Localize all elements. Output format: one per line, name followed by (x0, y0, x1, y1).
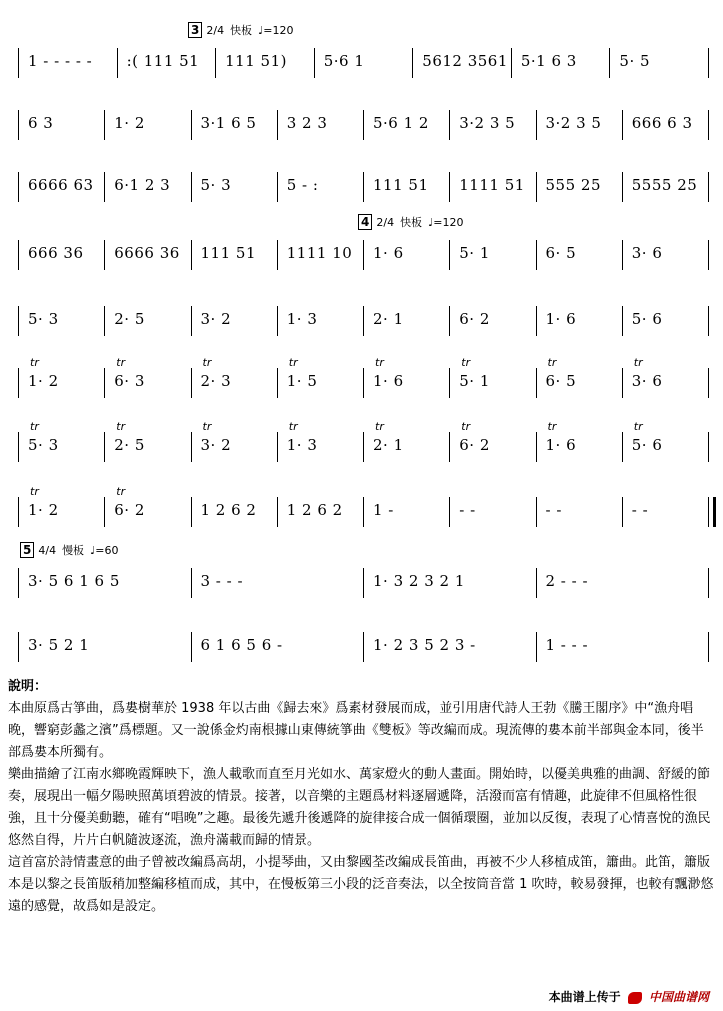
section-mm: ♩=120 (428, 216, 464, 229)
barline (622, 110, 623, 140)
measure: - - (545, 501, 562, 519)
barline (536, 432, 537, 462)
score-row (18, 48, 713, 84)
section-marking (358, 214, 469, 230)
measure: 6· 5 (545, 372, 577, 390)
measure: 3·1 6 5 (200, 114, 257, 132)
score-row (18, 420, 713, 468)
section-mm: ♩=120 (258, 24, 294, 37)
barline (412, 48, 413, 78)
measure: 6 3 (28, 114, 54, 132)
final-barline (708, 48, 709, 78)
section-meter: 2/4 (376, 216, 395, 229)
measure: 3 2 3 (286, 114, 328, 132)
footer-prefix: 本曲谱上传于 (548, 990, 621, 1004)
barline (191, 432, 192, 462)
measure: 3· 5 6 1 6 5 (28, 572, 120, 590)
measure: 6666 36 (114, 244, 180, 262)
trill-mark: tr (202, 356, 212, 369)
measure: 5·1 6 3 (520, 52, 577, 70)
explanation-paragraph-3: 這首富於詩情畫意的曲子曾被改編爲高胡，小提琴曲，又由黎國荃改編成長笛曲，再被不少人移植成笛，簫曲。此笛，簫版本是以黎之長笛版稍加整編移植而成，其中，在慢板第三小段的泛音奏法，以全按筒音當 1 吹時，較易發揮，也較有飄渺悠遠的感覺，故爲如是設定。 (8, 855, 714, 914)
barline (363, 110, 364, 140)
barline (449, 240, 450, 270)
measure: 1 - - - (545, 636, 589, 654)
trill-mark: tr (547, 356, 557, 369)
measure: 666 36 (28, 244, 84, 262)
barline (536, 568, 537, 598)
final-barline (708, 497, 716, 527)
score-row (18, 356, 713, 404)
barline (18, 240, 19, 270)
site-logo-icon (628, 992, 642, 1004)
measure: 1· 2 (28, 501, 59, 519)
barline (536, 240, 537, 270)
measure: - - (459, 501, 476, 519)
section-number: 3 (188, 22, 202, 38)
barline (622, 240, 623, 270)
trill-mark: tr (461, 356, 471, 369)
measure: 5· 3 (28, 436, 59, 454)
measure: 3· 2 (200, 310, 232, 328)
barline (277, 172, 278, 202)
final-barline (708, 240, 709, 270)
measure: 5·6 1 2 (373, 114, 429, 132)
measure: 5· 5 (619, 52, 651, 70)
measure: 3·2 3 5 (545, 114, 602, 132)
barline (363, 497, 364, 527)
barline (363, 172, 364, 202)
section-tempo: 快板 (400, 216, 423, 229)
measure: - - (631, 501, 649, 519)
barline (314, 48, 315, 78)
measure: 5· 6 (631, 310, 663, 328)
barline (449, 172, 450, 202)
measure: 6· 2 (459, 436, 490, 454)
final-barline (708, 368, 709, 398)
section-number: 4 (358, 214, 372, 230)
barline (622, 306, 623, 336)
barline (363, 240, 364, 270)
measure: 1· 3 (286, 436, 318, 454)
barline (104, 306, 105, 336)
barline (215, 48, 216, 78)
upload-footer (549, 988, 709, 1005)
explanation-paragraph-1: 本曲原爲古箏曲，爲婁樹華於 1938 年以古曲《歸去來》爲素材發展而成，並引用唐代詩人王勃《騰王閣序》中“漁舟唱晚，響窮彭蠡之濱”爲標題。又一說係金灼南根據山東傳統箏曲《雙板》等改編而成。現流傳的婁本前半部與金本同，後半部爲婁本所獨有。 (8, 701, 704, 760)
barline (449, 306, 450, 336)
barline (449, 432, 450, 462)
measure: 1· 3 2 3 2 1 (373, 572, 465, 590)
barline (536, 632, 537, 662)
trill-mark: tr (202, 420, 212, 433)
trill-mark: tr (288, 356, 298, 369)
section-mm: ♩=60 (90, 544, 119, 557)
barline (277, 497, 278, 527)
measure: 1· 2 3 5 2 3 - (373, 636, 476, 654)
trill-mark: tr (633, 356, 643, 369)
score-row (18, 172, 713, 208)
barline (511, 48, 512, 78)
barline (104, 368, 105, 398)
measure: 6· 5 (545, 244, 577, 262)
trill-mark: tr (375, 356, 384, 369)
barline (191, 110, 192, 140)
trill-mark: tr (547, 420, 557, 433)
final-barline (708, 306, 709, 336)
barline (117, 48, 118, 78)
score-row (18, 632, 713, 668)
measure: 2· 1 (373, 310, 404, 328)
measure: 1· 3 (286, 310, 318, 328)
barline (277, 306, 278, 336)
explanation-paragraph-2: 樂曲描繪了江南水鄉晚霞輝映下，漁人載歌而直至月光如水、萬家燈火的動人畫面。開始時，以優美典雅的曲調、舒緩的節奏，展現出一幅夕陽映照萬頃碧波的情景。接著，以音樂的主題爲材料逐層遞降，活潑而富有情趣，此旋律不但風格性很強，且十分優美動聽，確有“唱晚”之趣。最後先遞升後遞降的旋律接合成一個循環圈，並加以反復，表現了心情喜悅的漁民悠然自得，片片白帆隨波逐流，漁舟滿載而歸的情景。 (8, 767, 711, 848)
measure: 6· 2 (459, 310, 490, 328)
barline (536, 497, 537, 527)
barline (363, 568, 364, 598)
measure: 3 - - - (200, 572, 244, 590)
measure: 5· 3 (200, 176, 232, 194)
barline (191, 172, 192, 202)
barline (622, 172, 623, 202)
measure: 2· 5 (114, 310, 145, 328)
measure: 1· 6 (545, 436, 577, 454)
barline (104, 240, 105, 270)
trill-mark: tr (116, 356, 126, 369)
section-meter: 2/4 (206, 24, 225, 37)
measure: 1 - - - - - (28, 52, 93, 70)
trill-mark: tr (30, 356, 39, 369)
measure: 2· 3 (200, 372, 232, 390)
barline (191, 368, 192, 398)
measure: 111 51 (200, 244, 256, 262)
barline (18, 632, 19, 662)
measure: 6· 2 (114, 501, 145, 519)
measure: 5· 1 (459, 372, 490, 390)
measure: 1· 6 (373, 244, 404, 262)
barline (191, 632, 192, 662)
section-tempo: 慢板 (62, 544, 85, 557)
section-marking (188, 22, 299, 38)
score-row (18, 485, 713, 533)
final-barline (708, 568, 709, 598)
barline (104, 432, 105, 462)
section-number: 5 (20, 542, 34, 558)
measure: 6·1 2 3 (114, 176, 171, 194)
barline (104, 110, 105, 140)
barline (18, 568, 19, 598)
barline (277, 110, 278, 140)
measure: :( 111 51 (126, 52, 200, 70)
barline (191, 497, 192, 527)
measure: 111 51 (373, 176, 429, 194)
measure: 3·2 3 5 (459, 114, 516, 132)
measure: 5 - : (286, 176, 319, 194)
barline (18, 497, 19, 527)
measure: 5· 6 (631, 436, 663, 454)
barline (449, 110, 450, 140)
measure: 5· 1 (459, 244, 490, 262)
trill-mark: tr (461, 420, 471, 433)
explanation-heading: 說明： (8, 679, 48, 694)
measure: 1 - (373, 501, 394, 519)
measure: 2· 5 (114, 436, 145, 454)
measure: 6 1 6 5 6 - (200, 636, 283, 654)
measure: 3· 6 (631, 244, 663, 262)
measure: 5612 3561 (422, 52, 508, 70)
measure: 1 2 6 2 (200, 501, 257, 519)
section-meter: 4/4 (38, 544, 57, 557)
measure: 111 51) (225, 52, 287, 70)
section-marking (20, 542, 124, 558)
barline (536, 110, 537, 140)
barline (191, 240, 192, 270)
barline (18, 110, 19, 140)
measure: 1111 51 (459, 176, 525, 194)
barline (449, 497, 450, 527)
trill-mark: tr (375, 420, 384, 433)
measure: 666 6 3 (631, 114, 693, 132)
barline (277, 432, 278, 462)
section-tempo: 快板 (230, 24, 253, 37)
barline (18, 432, 19, 462)
trill-mark: tr (30, 420, 39, 433)
barline (104, 172, 105, 202)
barline (622, 497, 623, 527)
barline (536, 368, 537, 398)
explanation (8, 676, 716, 918)
measure: 2 - - - (545, 572, 589, 590)
trill-mark: tr (633, 420, 643, 433)
score-row (18, 240, 713, 276)
trill-mark: tr (116, 485, 126, 498)
barline (622, 368, 623, 398)
measure: 1· 5 (286, 372, 318, 390)
measure: 1· 2 (28, 372, 59, 390)
trill-mark: tr (116, 420, 126, 433)
score-row (18, 568, 713, 604)
measure: 3· 6 (631, 372, 663, 390)
score-row (18, 110, 713, 146)
barline (18, 306, 19, 336)
measure: 1· 2 (114, 114, 145, 132)
final-barline (708, 172, 709, 202)
measure: 5·6 1 (323, 52, 365, 70)
barline (536, 306, 537, 336)
barline (536, 172, 537, 202)
footer-site: 中国曲谱网 (648, 990, 709, 1004)
final-barline (708, 632, 709, 662)
barline (104, 497, 105, 527)
measure: 5· 3 (28, 310, 59, 328)
measure: 1· 6 (373, 372, 404, 390)
trill-mark: tr (30, 485, 39, 498)
barline (191, 306, 192, 336)
measure: 555 25 (545, 176, 601, 194)
barline (363, 306, 364, 336)
measure: 5555 25 (631, 176, 698, 194)
barline (277, 240, 278, 270)
measure: 6· 3 (114, 372, 145, 390)
score-row (18, 306, 713, 342)
measure: 2· 1 (373, 436, 404, 454)
measure: 3· 5 2 1 (28, 636, 90, 654)
trill-mark: tr (288, 420, 298, 433)
measure: 1· 6 (545, 310, 577, 328)
barline (449, 368, 450, 398)
final-barline (708, 110, 709, 140)
measure: 1111 10 (286, 244, 353, 262)
barline (609, 48, 610, 78)
barline (18, 48, 19, 78)
barline (363, 632, 364, 662)
barline (277, 368, 278, 398)
barline (18, 172, 19, 202)
barline (191, 568, 192, 598)
barline (363, 368, 364, 398)
measure: 6666 63 (28, 176, 94, 194)
measure: 3· 2 (200, 436, 232, 454)
final-barline (708, 432, 709, 462)
measure: 1 2 6 2 (286, 501, 343, 519)
barline (622, 432, 623, 462)
barline (18, 368, 19, 398)
barline (363, 432, 364, 462)
